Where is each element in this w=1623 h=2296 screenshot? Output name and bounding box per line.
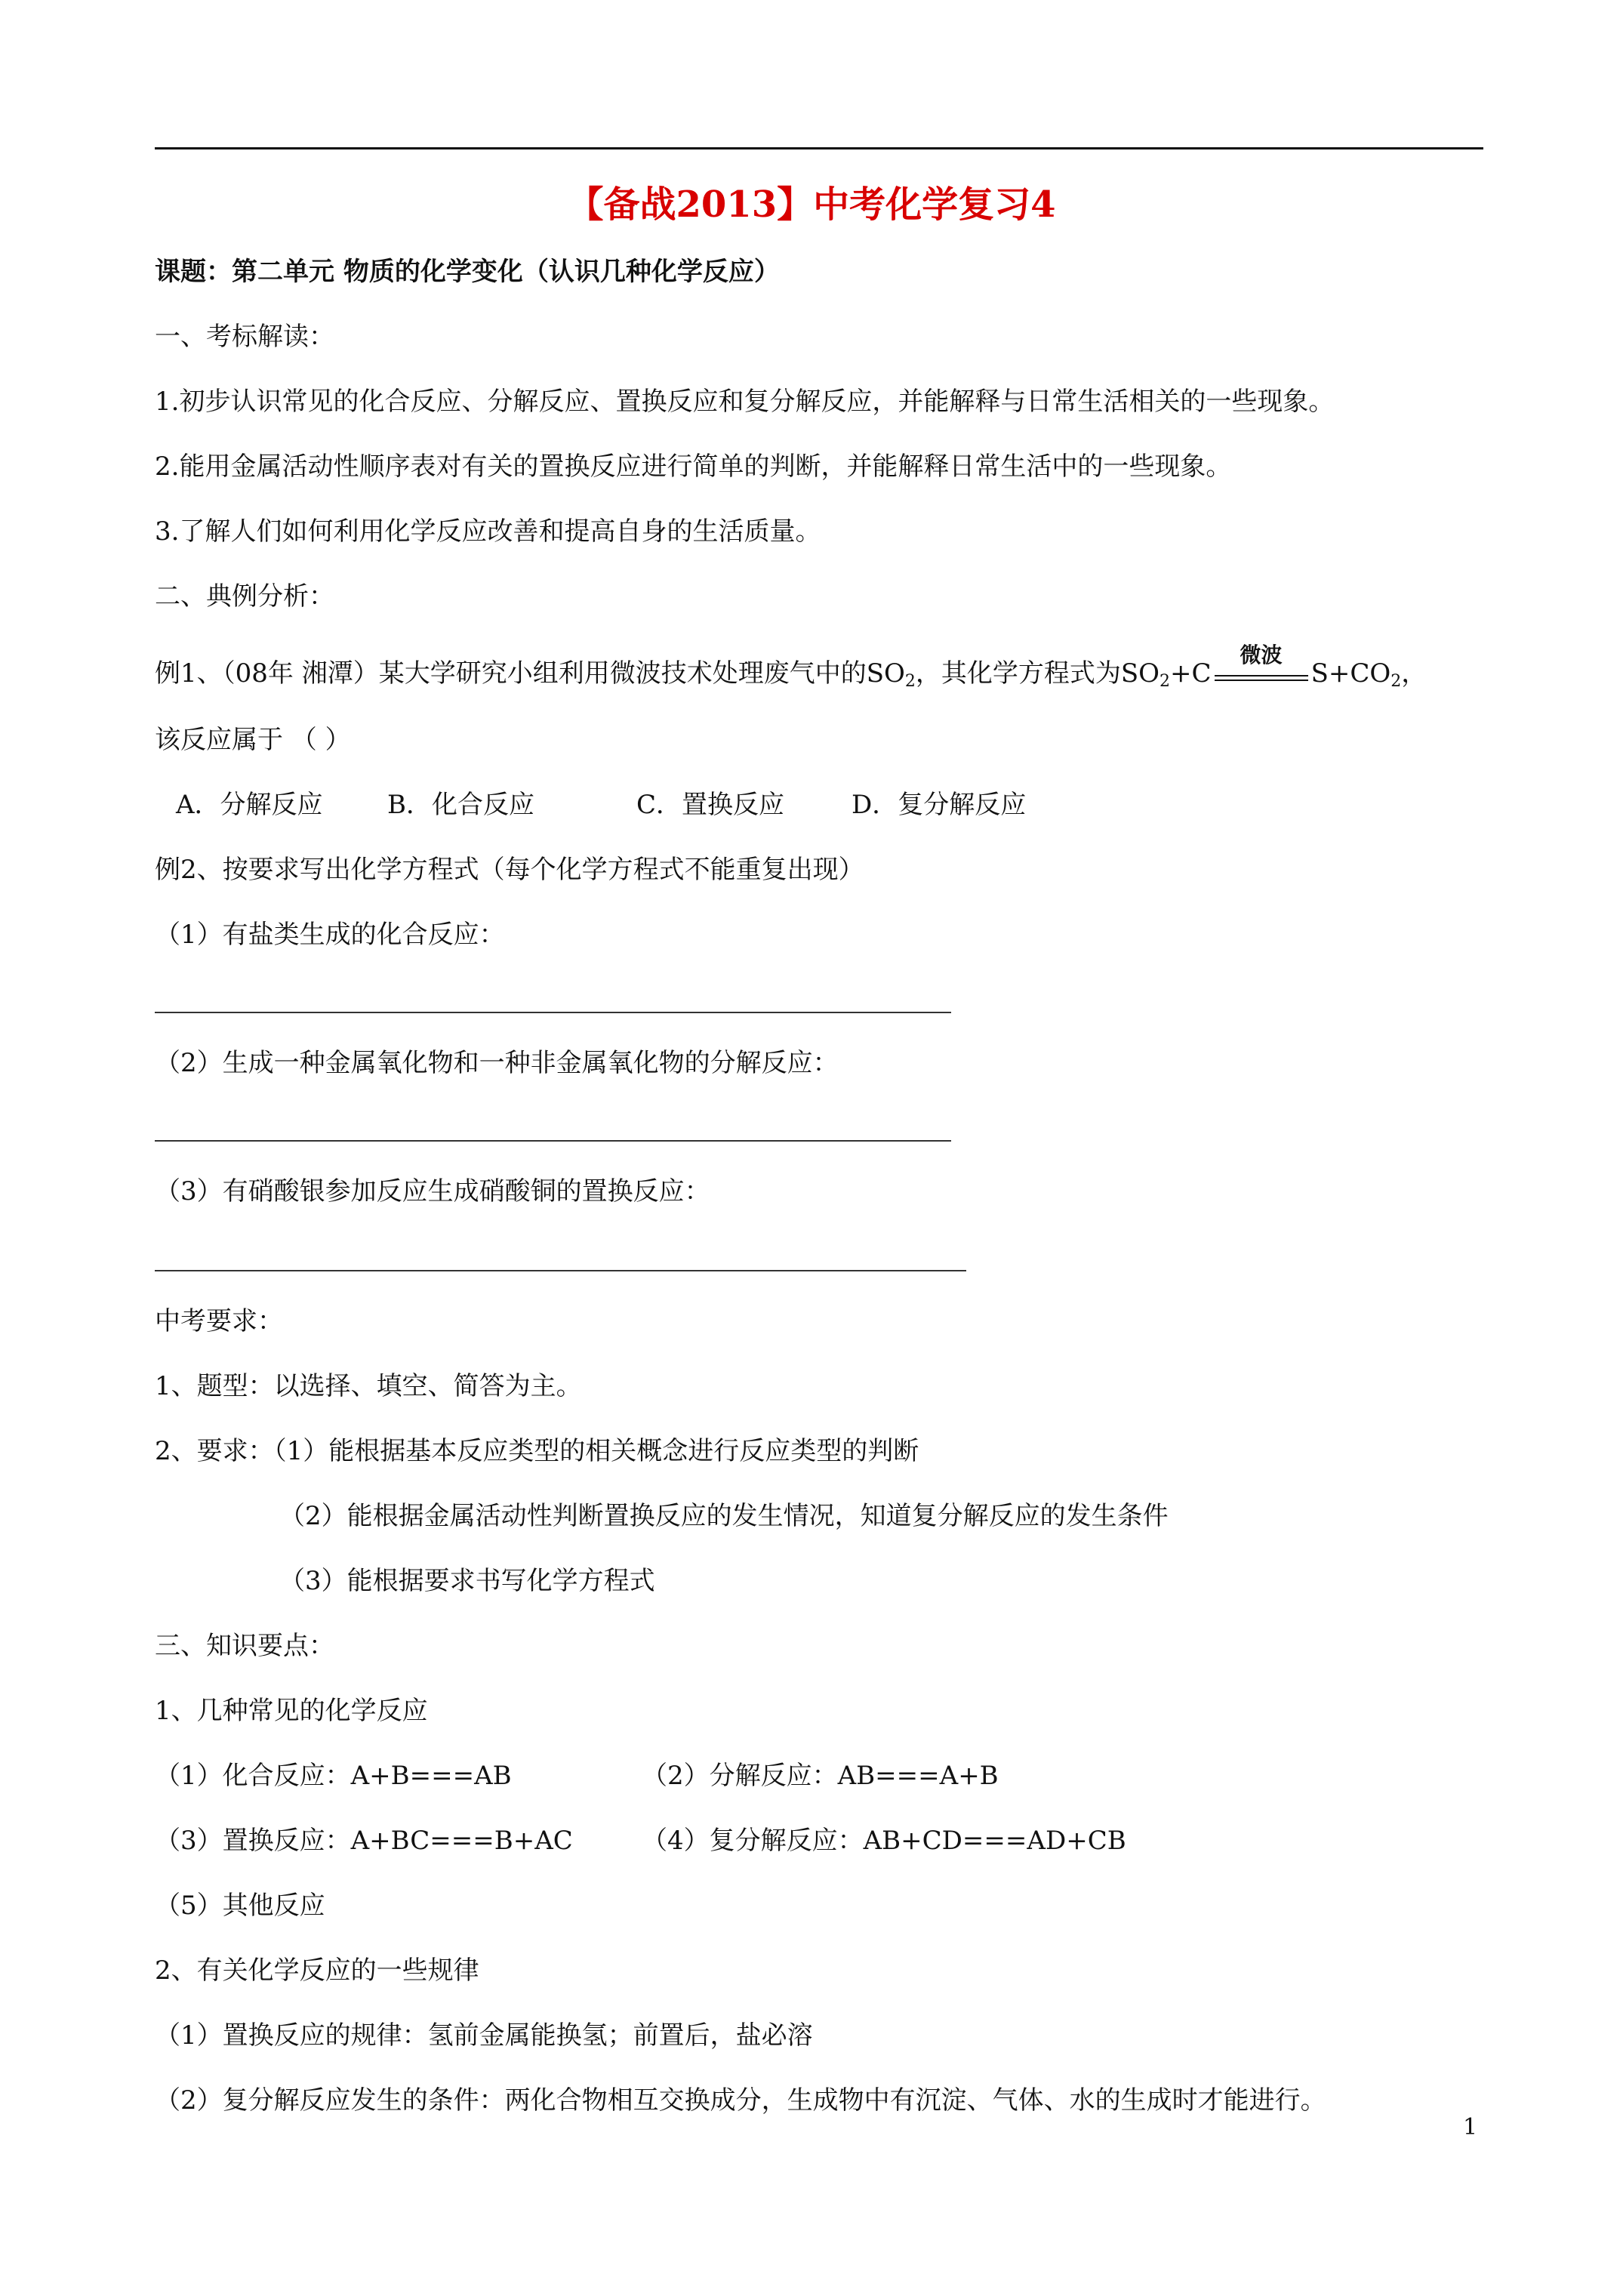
rule-displacement: （1）置换反应的规律：氢前金属能换氢；前置后，盐必溶 xyxy=(155,2020,813,2051)
example1-options xyxy=(176,788,1026,821)
answer-blank-1[interactable] xyxy=(155,1012,951,1013)
option-d: D．复分解反应 xyxy=(852,790,1027,820)
example2-q2: （2）生成一种金属氧化物和一种非金属氧化物的分解反应： xyxy=(155,1048,839,1078)
example2-q1: （1）有盐类生成的化合反应： xyxy=(155,920,505,950)
example1-products: S+CO xyxy=(1310,658,1391,689)
answer-blank-3[interactable] xyxy=(155,1270,966,1271)
example1-question: 该反应属于 （ ） xyxy=(155,725,351,755)
equals-line-bottom xyxy=(1215,680,1308,681)
section1-heading: 一、考标解读： xyxy=(155,322,334,352)
example1-text-mid: ，其化学方程式为SO xyxy=(915,658,1160,689)
requirements-heading: 中考要求： xyxy=(155,1306,283,1336)
subscript: 2 xyxy=(904,672,916,691)
answer-blank-2[interactable] xyxy=(155,1140,951,1142)
section1-item-3: 3.了解人们如何利用化学反应改善和提高自身的生活质量。 xyxy=(155,516,821,547)
reaction-double-displacement: （4）复分解反应：AB+CD===AD+CB xyxy=(642,1826,1126,1856)
example2-q3: （3）有硝酸银参加反应生成硝酸铜的置换反应： xyxy=(155,1176,710,1207)
option-b: B．化合反应 xyxy=(387,790,534,820)
example1-end: ， xyxy=(1401,658,1427,689)
equals-line-top xyxy=(1215,675,1308,676)
example1-text: 例1、（08年 湘潭）某大学研究小组利用微波技术处理废气中的SO xyxy=(155,658,905,689)
page-number: 1 xyxy=(1463,2114,1478,2140)
section2-heading: 二、典例分析： xyxy=(155,581,334,612)
reaction-condition-label: 微波 xyxy=(1240,643,1283,667)
reaction-other: （5）其他反应 xyxy=(155,1891,325,1921)
section3-sub1: 1、几种常见的化学反应 xyxy=(155,1696,428,1726)
example2-stem: 例2、按要求写出化学方程式（每个化学方程式不能重复出现） xyxy=(155,855,864,885)
requirements-item-2b: （2）能根据金属活动性判断置换反应的发生情况，知道复分解反应的发生条件 xyxy=(279,1501,1169,1531)
section1-item-1: 1.初步认识常见的化合反应、分解反应、置换反应和复分解反应，并能解释与日常生活相关的一些现象。 xyxy=(155,387,1335,417)
requirements-item-2: 2、要求：（1）能根据基本反应类型的相关概念进行反应类型的判断 xyxy=(155,1436,919,1466)
subscript: 2 xyxy=(1160,672,1171,691)
reaction-displacement: （3）置换反应：A+BC===B+AC xyxy=(155,1826,573,1856)
rule-double-displacement: （2）复分解反应发生的条件：两化合物相互交换成分，生成物中有沉淀、气体、水的生成时才能进行。 xyxy=(155,2085,1326,2116)
option-c: C．置换反应 xyxy=(636,790,785,820)
reaction-decomposition: （2）分解反应：AB===A+B xyxy=(642,1761,999,1791)
header-rule xyxy=(155,147,1483,149)
example1-stem xyxy=(155,643,1427,691)
document-title: 【备战2013】中考化学复习4 xyxy=(567,183,1056,226)
section1-item-2: 2.能用金属活动性顺序表对有关的置换反应进行简单的判断，并能解释日常生活中的一些现象。 xyxy=(155,451,1232,482)
reaction-condition-sign xyxy=(1212,643,1311,690)
option-a: A．分解反应 xyxy=(176,790,323,820)
section3-sub2: 2、有关化学反应的一些规律 xyxy=(155,1955,479,1986)
reaction-combination: （1）化合反应：A+B===AB xyxy=(155,1761,512,1791)
section3-heading: 三、知识要点： xyxy=(155,1631,334,1661)
topic-line: 课题：第二单元 物质的化学变化（认识几种化学反应） xyxy=(155,257,780,287)
example1-plus-c: +C xyxy=(1170,658,1212,689)
requirements-item-1: 1、题型：以选择、填空、简答为主。 xyxy=(155,1371,582,1401)
requirements-item-2c: （3）能根据要求书写化学方程式 xyxy=(279,1566,655,1596)
subscript: 2 xyxy=(1390,672,1402,691)
